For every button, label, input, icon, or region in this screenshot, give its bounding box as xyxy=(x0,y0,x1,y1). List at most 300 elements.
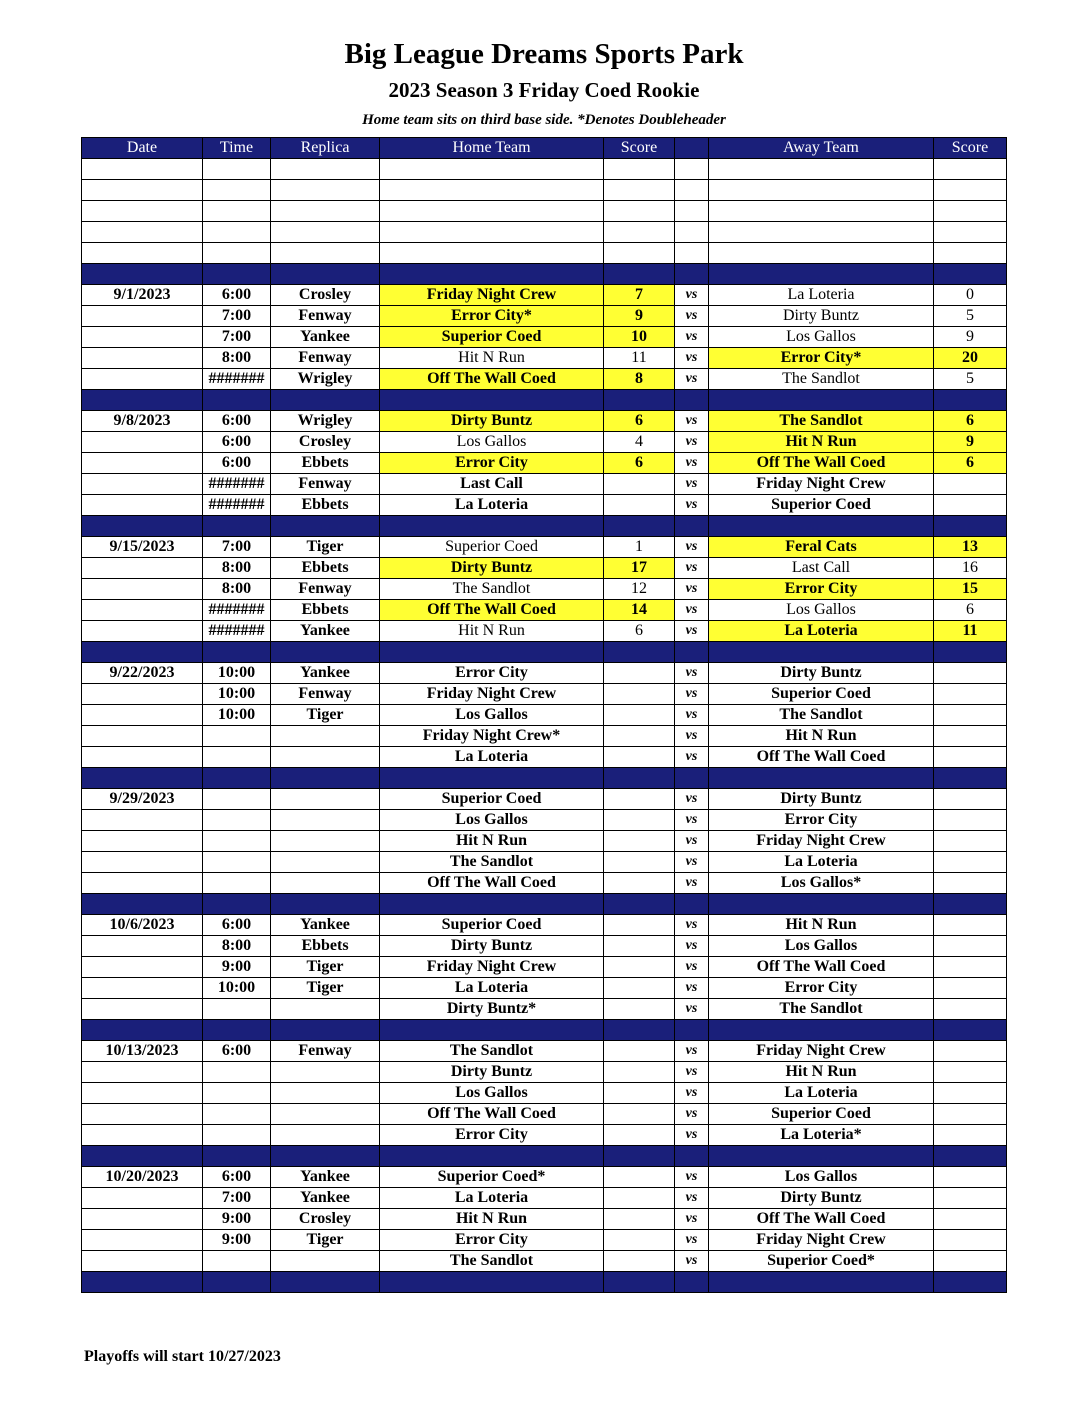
week-separator xyxy=(82,1020,1007,1041)
cell-time xyxy=(203,873,271,894)
cell-vs xyxy=(675,243,709,264)
cell-date xyxy=(82,831,203,852)
table-row xyxy=(82,1251,1007,1272)
separator-cell xyxy=(82,768,203,789)
cell-date xyxy=(82,201,203,222)
cell-date xyxy=(82,999,203,1020)
separator-cell xyxy=(934,390,1007,411)
cell-vs: vs xyxy=(675,1167,709,1188)
cell-home-score xyxy=(604,747,675,768)
separator-cell xyxy=(203,894,271,915)
cell-date xyxy=(82,369,203,390)
cell-home-score xyxy=(604,999,675,1020)
cell-date xyxy=(82,222,203,243)
separator-cell xyxy=(709,264,934,285)
separator-cell xyxy=(604,768,675,789)
cell-away-score xyxy=(934,201,1007,222)
cell-date xyxy=(82,684,203,705)
separator-cell xyxy=(380,264,604,285)
cell-away-score: 11 xyxy=(934,621,1007,642)
table-row xyxy=(82,873,1007,894)
cell-away-team xyxy=(709,159,934,180)
cell-home-team: Los Gallos xyxy=(380,1083,604,1104)
cell-time: 6:00 xyxy=(203,1041,271,1062)
cell-date xyxy=(82,432,203,453)
cell-date xyxy=(82,936,203,957)
col-header-home-score: Score xyxy=(604,138,675,159)
cell-replica: Crosley xyxy=(271,432,380,453)
cell-date: 9/8/2023 xyxy=(82,411,203,432)
cell-away-score xyxy=(934,873,1007,894)
cell-home-team: Error City xyxy=(380,663,604,684)
cell-vs: vs xyxy=(675,348,709,369)
cell-replica xyxy=(271,999,380,1020)
separator-cell xyxy=(934,1272,1007,1293)
separator-cell xyxy=(675,516,709,537)
cell-vs: vs xyxy=(675,810,709,831)
cell-away-team: Error City xyxy=(709,579,934,600)
cell-replica: Yankee xyxy=(271,327,380,348)
table-row xyxy=(82,1104,1007,1125)
cell-away-team: Last Call xyxy=(709,558,934,579)
cell-home-team: Superior Coed xyxy=(380,537,604,558)
cell-date: 9/22/2023 xyxy=(82,663,203,684)
table-row xyxy=(82,957,1007,978)
cell-away-team: Los Gallos xyxy=(709,327,934,348)
cell-date xyxy=(82,327,203,348)
cell-date: 10/13/2023 xyxy=(82,1041,203,1062)
cell-time xyxy=(203,747,271,768)
separator-cell xyxy=(203,768,271,789)
cell-date xyxy=(82,1062,203,1083)
cell-home-score: 4 xyxy=(604,432,675,453)
cell-home-score xyxy=(604,663,675,684)
cell-home-score: 7 xyxy=(604,285,675,306)
table-row xyxy=(82,1083,1007,1104)
cell-time xyxy=(203,1251,271,1272)
cell-away-score: 5 xyxy=(934,369,1007,390)
cell-time xyxy=(203,726,271,747)
cell-time xyxy=(203,1104,271,1125)
cell-date xyxy=(82,957,203,978)
cell-home-score: 12 xyxy=(604,579,675,600)
cell-home-score: 6 xyxy=(604,453,675,474)
col-header-date: Date xyxy=(82,138,203,159)
separator-cell xyxy=(271,1020,380,1041)
cell-home-team: The Sandlot xyxy=(380,579,604,600)
separator-cell xyxy=(604,1272,675,1293)
cell-away-team: Dirty Buntz xyxy=(709,789,934,810)
separator-cell xyxy=(709,642,934,663)
cell-home-score: 11 xyxy=(604,348,675,369)
cell-away-team: The Sandlot xyxy=(709,999,934,1020)
cell-time xyxy=(203,222,271,243)
cell-home-team xyxy=(380,222,604,243)
cell-home-score xyxy=(604,873,675,894)
cell-replica: Tiger xyxy=(271,1230,380,1251)
cell-home-score: 9 xyxy=(604,306,675,327)
cell-vs: vs xyxy=(675,915,709,936)
table-row xyxy=(82,936,1007,957)
cell-home-team: Los Gallos xyxy=(380,705,604,726)
cell-away-team: La Loteria xyxy=(709,621,934,642)
cell-away-team: Superior Coed* xyxy=(709,1251,934,1272)
cell-away-score xyxy=(934,159,1007,180)
cell-date xyxy=(82,705,203,726)
cell-away-team: Friday Night Crew xyxy=(709,831,934,852)
cell-date: 9/29/2023 xyxy=(82,789,203,810)
cell-date xyxy=(82,306,203,327)
week-separator xyxy=(82,264,1007,285)
table-row xyxy=(82,348,1007,369)
cell-time: ####### xyxy=(203,495,271,516)
cell-home-score xyxy=(604,726,675,747)
cell-home-team: Off The Wall Coed xyxy=(380,1104,604,1125)
cell-date xyxy=(82,579,203,600)
cell-vs: vs xyxy=(675,873,709,894)
doubleheader-note: Home team sits on third base side. *Denotes Doubleheader xyxy=(362,112,726,128)
cell-replica xyxy=(271,726,380,747)
cell-date xyxy=(82,453,203,474)
cell-home-team: Error City xyxy=(380,1125,604,1146)
table-row xyxy=(82,600,1007,621)
cell-replica: Fenway xyxy=(271,684,380,705)
cell-vs: vs xyxy=(675,999,709,1020)
cell-away-team: Hit N Run xyxy=(709,1062,934,1083)
cell-home-team: Dirty Buntz xyxy=(380,411,604,432)
separator-cell xyxy=(934,1146,1007,1167)
cell-time: 10:00 xyxy=(203,663,271,684)
table-row xyxy=(82,306,1007,327)
cell-home-score xyxy=(604,474,675,495)
cell-home-team: Dirty Buntz xyxy=(380,558,604,579)
separator-cell xyxy=(604,1146,675,1167)
separator-cell xyxy=(934,894,1007,915)
cell-replica: Ebbets xyxy=(271,453,380,474)
table-row xyxy=(82,978,1007,999)
cell-away-team: Friday Night Crew xyxy=(709,1230,934,1251)
cell-replica: Tiger xyxy=(271,978,380,999)
cell-away-score xyxy=(934,1188,1007,1209)
cell-vs: vs xyxy=(675,957,709,978)
cell-home-score xyxy=(604,831,675,852)
cell-away-score xyxy=(934,1062,1007,1083)
separator-cell xyxy=(82,894,203,915)
cell-home-score xyxy=(604,978,675,999)
cell-replica: Fenway xyxy=(271,579,380,600)
table-row xyxy=(82,558,1007,579)
cell-home-team: Superior Coed xyxy=(380,915,604,936)
cell-away-score xyxy=(934,474,1007,495)
cell-replica: Yankee xyxy=(271,663,380,684)
cell-replica: Tiger xyxy=(271,957,380,978)
separator-cell xyxy=(380,768,604,789)
schedule-body xyxy=(82,159,1007,1293)
separator-cell xyxy=(604,894,675,915)
cell-away-score xyxy=(934,978,1007,999)
cell-away-score: 9 xyxy=(934,432,1007,453)
cell-away-team: Hit N Run xyxy=(709,726,934,747)
separator-cell xyxy=(271,894,380,915)
cell-home-team: Off The Wall Coed xyxy=(380,873,604,894)
cell-vs: vs xyxy=(675,432,709,453)
cell-vs: vs xyxy=(675,1209,709,1230)
cell-home-team: The Sandlot xyxy=(380,1251,604,1272)
separator-cell xyxy=(82,1146,203,1167)
cell-away-score: 6 xyxy=(934,600,1007,621)
separator-cell xyxy=(203,516,271,537)
cell-home-team: Dirty Buntz xyxy=(380,1062,604,1083)
cell-away-score: 6 xyxy=(934,411,1007,432)
cell-time xyxy=(203,1062,271,1083)
separator-cell xyxy=(380,1020,604,1041)
cell-replica: Yankee xyxy=(271,915,380,936)
table-row xyxy=(82,726,1007,747)
cell-home-team: Superior Coed xyxy=(380,327,604,348)
week-separator xyxy=(82,390,1007,411)
cell-away-score: 15 xyxy=(934,579,1007,600)
separator-cell xyxy=(271,768,380,789)
cell-home-team: Los Gallos xyxy=(380,810,604,831)
cell-away-score xyxy=(934,684,1007,705)
cell-vs: vs xyxy=(675,705,709,726)
cell-home-score xyxy=(604,180,675,201)
table-row xyxy=(82,1230,1007,1251)
cell-home-score xyxy=(604,1230,675,1251)
cell-time: 9:00 xyxy=(203,957,271,978)
schedule-table xyxy=(81,137,1007,1293)
cell-replica xyxy=(271,1083,380,1104)
cell-away-score xyxy=(934,222,1007,243)
table-row xyxy=(82,1167,1007,1188)
separator-cell xyxy=(934,264,1007,285)
cell-replica: Wrigley xyxy=(271,369,380,390)
cell-away-score xyxy=(934,1125,1007,1146)
cell-away-score xyxy=(934,726,1007,747)
table-row xyxy=(82,537,1007,558)
table-row xyxy=(82,201,1007,222)
separator-cell xyxy=(675,894,709,915)
cell-away-team: Error City* xyxy=(709,348,934,369)
cell-away-team: Superior Coed xyxy=(709,495,934,516)
cell-vs xyxy=(675,201,709,222)
cell-date xyxy=(82,558,203,579)
separator-cell xyxy=(82,642,203,663)
cell-home-team: La Loteria xyxy=(380,978,604,999)
cell-home-score xyxy=(604,789,675,810)
separator-cell xyxy=(203,1146,271,1167)
cell-home-team: Last Call xyxy=(380,474,604,495)
cell-home-score xyxy=(604,705,675,726)
cell-away-team: Off The Wall Coed xyxy=(709,453,934,474)
cell-time xyxy=(203,1125,271,1146)
cell-home-team: Superior Coed* xyxy=(380,1167,604,1188)
cell-away-team: Error City xyxy=(709,810,934,831)
cell-vs: vs xyxy=(675,1062,709,1083)
cell-vs xyxy=(675,222,709,243)
cell-vs: vs xyxy=(675,453,709,474)
cell-away-score xyxy=(934,936,1007,957)
cell-date xyxy=(82,621,203,642)
cell-replica: Fenway xyxy=(271,348,380,369)
cell-replica xyxy=(271,243,380,264)
cell-away-team: Los Gallos xyxy=(709,936,934,957)
table-row xyxy=(82,852,1007,873)
cell-away-team: La Loteria xyxy=(709,852,934,873)
cell-home-score xyxy=(604,915,675,936)
cell-date xyxy=(82,810,203,831)
cell-replica xyxy=(271,789,380,810)
cell-away-team: The Sandlot xyxy=(709,369,934,390)
separator-cell xyxy=(675,390,709,411)
col-header-time: Time xyxy=(203,138,271,159)
week-separator xyxy=(82,642,1007,663)
cell-date xyxy=(82,1083,203,1104)
separator-cell xyxy=(380,516,604,537)
cell-time xyxy=(203,789,271,810)
cell-home-score xyxy=(604,1125,675,1146)
separator-cell xyxy=(934,1020,1007,1041)
separator-cell xyxy=(380,1146,604,1167)
cell-home-score xyxy=(604,1104,675,1125)
cell-away-score xyxy=(934,1041,1007,1062)
table-row xyxy=(82,831,1007,852)
cell-replica: Yankee xyxy=(271,621,380,642)
cell-time: 9:00 xyxy=(203,1230,271,1251)
cell-time xyxy=(203,852,271,873)
cell-home-score xyxy=(604,936,675,957)
cell-time xyxy=(203,999,271,1020)
separator-cell xyxy=(380,642,604,663)
cell-home-team: Off The Wall Coed xyxy=(380,600,604,621)
cell-vs: vs xyxy=(675,978,709,999)
cell-away-score: 16 xyxy=(934,558,1007,579)
separator-cell xyxy=(709,390,934,411)
cell-time: 9:00 xyxy=(203,1209,271,1230)
cell-time xyxy=(203,831,271,852)
header-row xyxy=(82,138,1007,159)
cell-vs: vs xyxy=(675,600,709,621)
cell-vs: vs xyxy=(675,285,709,306)
cell-replica xyxy=(271,222,380,243)
cell-time: 10:00 xyxy=(203,684,271,705)
page-subtitle: 2023 Season 3 Friday Coed Rookie xyxy=(388,78,700,102)
cell-away-score xyxy=(934,1251,1007,1272)
cell-replica: Ebbets xyxy=(271,936,380,957)
cell-replica: Yankee xyxy=(271,1167,380,1188)
separator-cell xyxy=(934,516,1007,537)
cell-time: ####### xyxy=(203,474,271,495)
separator-cell xyxy=(271,264,380,285)
cell-time: ####### xyxy=(203,369,271,390)
cell-time xyxy=(203,810,271,831)
cell-time xyxy=(203,1083,271,1104)
cell-time: 8:00 xyxy=(203,936,271,957)
cell-home-score xyxy=(604,852,675,873)
cell-away-team: Dirty Buntz xyxy=(709,306,934,327)
separator-cell xyxy=(380,894,604,915)
separator-cell xyxy=(82,1272,203,1293)
cell-replica xyxy=(271,1125,380,1146)
cell-home-score xyxy=(604,1209,675,1230)
separator-cell xyxy=(82,516,203,537)
cell-date: 10/6/2023 xyxy=(82,915,203,936)
cell-away-team: Dirty Buntz xyxy=(709,1188,934,1209)
cell-home-team: Hit N Run xyxy=(380,348,604,369)
cell-replica: Yankee xyxy=(271,1188,380,1209)
cell-home-team: Error City xyxy=(380,1230,604,1251)
table-row xyxy=(82,411,1007,432)
cell-vs: vs xyxy=(675,789,709,810)
cell-away-team: Hit N Run xyxy=(709,432,934,453)
cell-replica xyxy=(271,1251,380,1272)
cell-replica: Fenway xyxy=(271,474,380,495)
cell-away-team: La Loteria xyxy=(709,285,934,306)
cell-away-score xyxy=(934,1230,1007,1251)
cell-away-score: 5 xyxy=(934,306,1007,327)
cell-away-score xyxy=(934,915,1007,936)
cell-home-team: Superior Coed xyxy=(380,789,604,810)
cell-away-team xyxy=(709,180,934,201)
cell-away-team: Friday Night Crew xyxy=(709,1041,934,1062)
separator-cell xyxy=(709,768,934,789)
cell-vs: vs xyxy=(675,1083,709,1104)
cell-away-team xyxy=(709,201,934,222)
table-row xyxy=(82,243,1007,264)
separator-cell xyxy=(675,768,709,789)
col-header-away-score: Score xyxy=(934,138,1007,159)
cell-time: 8:00 xyxy=(203,348,271,369)
cell-date xyxy=(82,180,203,201)
cell-home-score xyxy=(604,1083,675,1104)
table-row xyxy=(82,432,1007,453)
cell-away-team xyxy=(709,222,934,243)
cell-vs: vs xyxy=(675,1041,709,1062)
table-row xyxy=(82,789,1007,810)
table-row xyxy=(82,1209,1007,1230)
cell-replica xyxy=(271,831,380,852)
cell-date xyxy=(82,852,203,873)
cell-vs: vs xyxy=(675,663,709,684)
cell-replica: Tiger xyxy=(271,705,380,726)
cell-home-score: 8 xyxy=(604,369,675,390)
cell-home-score xyxy=(604,1188,675,1209)
separator-cell xyxy=(709,516,934,537)
cell-replica xyxy=(271,852,380,873)
cell-vs: vs xyxy=(675,474,709,495)
cell-home-team xyxy=(380,201,604,222)
cell-away-score xyxy=(934,852,1007,873)
separator-cell xyxy=(203,1020,271,1041)
cell-replica xyxy=(271,1104,380,1125)
table-row xyxy=(82,621,1007,642)
cell-date: 9/1/2023 xyxy=(82,285,203,306)
cell-date xyxy=(82,1209,203,1230)
cell-away-team: Feral Cats xyxy=(709,537,934,558)
cell-away-team: Superior Coed xyxy=(709,684,934,705)
cell-replica: Fenway xyxy=(271,1041,380,1062)
cell-vs: vs xyxy=(675,747,709,768)
table-row xyxy=(82,285,1007,306)
cell-date xyxy=(82,474,203,495)
separator-cell xyxy=(675,264,709,285)
page-title: Big League Dreams Sports Park xyxy=(344,38,744,70)
cell-away-score xyxy=(934,789,1007,810)
cell-replica xyxy=(271,180,380,201)
cell-away-team: Los Gallos* xyxy=(709,873,934,894)
cell-away-score xyxy=(934,810,1007,831)
cell-vs: vs xyxy=(675,1188,709,1209)
